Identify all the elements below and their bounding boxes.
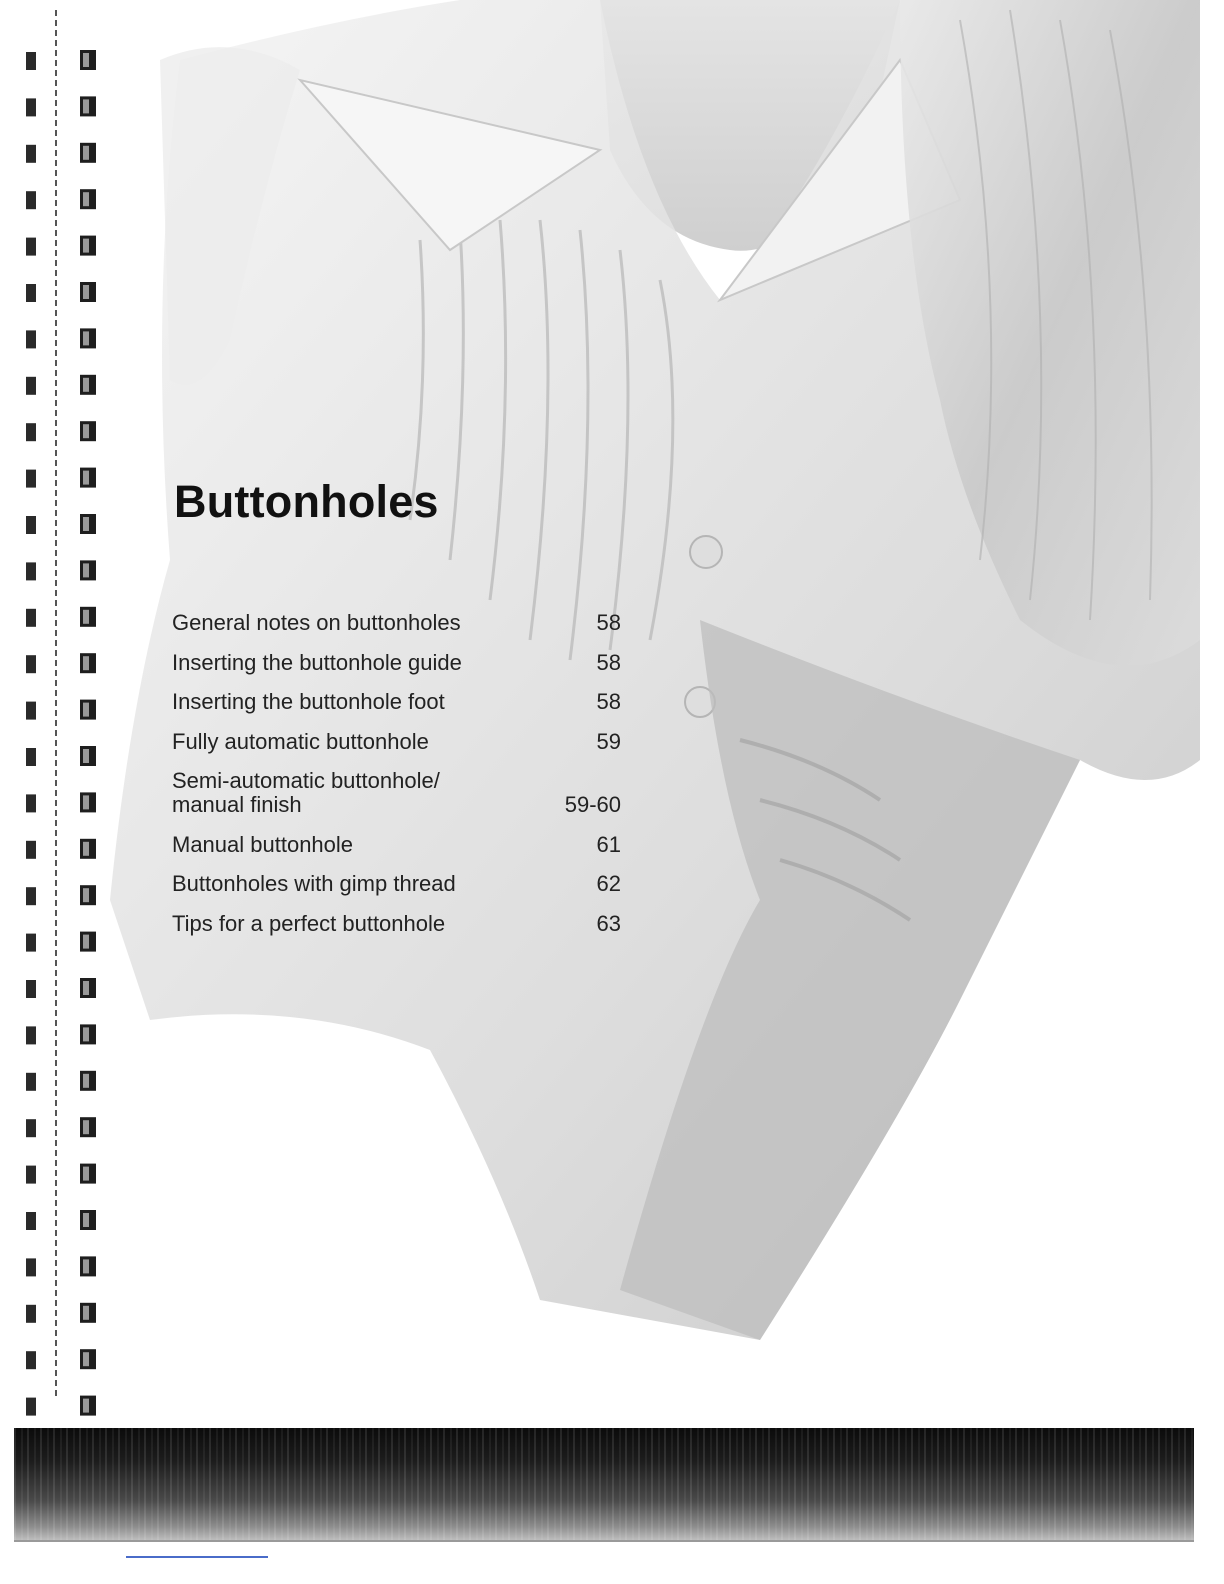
toc-entry-page: 59	[596, 728, 621, 754]
binding-ring-highlight	[83, 1213, 89, 1227]
binding-ring-highlight	[83, 239, 89, 253]
binding-ring-highlight	[83, 331, 89, 345]
toc-entry-page: 63	[596, 910, 621, 936]
toc-entry-label: General notes on buttonholes	[172, 610, 461, 635]
binding-ring-left	[26, 423, 36, 441]
binding-ring-highlight	[83, 471, 89, 485]
binding-ring-left	[26, 1398, 36, 1416]
binding-ring-left	[26, 1119, 36, 1137]
spiral-binding-graphic	[0, 0, 110, 1420]
binding-ring-left	[26, 1026, 36, 1044]
binding-ring-highlight	[83, 378, 89, 392]
toc-entry-label: Inserting the buttonhole guide	[172, 649, 462, 675]
binding-ring-highlight	[83, 1352, 89, 1366]
binding-ring-left	[26, 841, 36, 859]
binding-ring-left	[26, 52, 36, 70]
toc-entry-label: Inserting the buttonhole foot	[172, 689, 445, 714]
binding-ring-highlight	[83, 285, 89, 299]
toc-entry-label: Buttonholes with gimp thread	[172, 871, 456, 896]
toc-entry	[172, 769, 624, 793]
toc-entry-page: 58	[596, 610, 621, 635]
binding-ring-highlight	[83, 610, 89, 624]
table-of-contents	[172, 611, 624, 951]
binding-ring-left	[26, 1166, 36, 1184]
binding-ring-highlight	[83, 1399, 89, 1413]
toc-entry	[172, 730, 624, 754]
binding-ring-highlight	[83, 935, 89, 949]
binding-ring-highlight	[83, 517, 89, 531]
binding-ring-highlight	[83, 1306, 89, 1320]
binding-ring-left	[26, 655, 36, 673]
binding-ring-left	[26, 470, 36, 488]
binding-ring-highlight	[83, 703, 89, 717]
binding-ring-highlight	[83, 1120, 89, 1134]
binding-ring-highlight	[83, 749, 89, 763]
binding-ring-left	[26, 702, 36, 720]
binding-ring-left	[26, 887, 36, 905]
toc-entry-page: 58	[596, 649, 621, 675]
page-title: Buttonholes	[174, 476, 439, 527]
binding-ring-left	[26, 562, 36, 580]
binding-ring-highlight	[83, 1074, 89, 1088]
toc-entry-label: manual finish	[172, 792, 302, 817]
binding-ring-highlight	[83, 795, 89, 809]
footer-divider	[14, 1540, 1194, 1542]
binding-ring-highlight	[83, 146, 89, 160]
binding-ring-highlight	[83, 424, 89, 438]
binding-ring-left	[26, 191, 36, 209]
toc-entry-page: 58	[596, 689, 621, 714]
binding-ring-highlight	[83, 981, 89, 995]
toc-entry	[172, 833, 624, 857]
binding-ring-left	[26, 238, 36, 256]
toc-entry	[172, 690, 624, 714]
binding-ring-highlight	[83, 99, 89, 113]
binding-ring-highlight	[83, 53, 89, 67]
binding-ring-left	[26, 1305, 36, 1323]
binding-ring-left	[26, 1073, 36, 1091]
binding-ring-left	[26, 330, 36, 348]
spiral-binding	[0, 0, 110, 1420]
binding-ring-left	[26, 516, 36, 534]
toc-entry-page: 61	[596, 831, 621, 857]
binding-ring-left	[26, 145, 36, 163]
binding-ring-left	[26, 794, 36, 812]
footer-band	[14, 1428, 1194, 1540]
binding-ring-highlight	[83, 656, 89, 670]
binding-ring-left	[26, 748, 36, 766]
toc-entry	[172, 611, 624, 635]
binding-ring-highlight	[83, 842, 89, 856]
toc-entry-label: Manual buttonhole	[172, 831, 354, 857]
binding-ring-highlight	[83, 563, 89, 577]
binding-ring-highlight	[83, 1167, 89, 1181]
binding-ring-highlight	[83, 1027, 89, 1041]
binding-ring-left	[26, 980, 36, 998]
binding-ring-left	[26, 1351, 36, 1369]
binding-ring-highlight	[83, 1259, 89, 1273]
toc-entry	[172, 912, 624, 936]
binding-ring-highlight	[83, 888, 89, 902]
binding-ring-left	[26, 609, 36, 627]
binding-ring-highlight	[83, 192, 89, 206]
toc-entry-label: Tips for a perfect buttonhole	[172, 910, 446, 936]
toc-entry-page: 62	[596, 871, 621, 896]
toc-entry	[172, 651, 624, 675]
binding-ring-left	[26, 98, 36, 116]
toc-entry	[172, 872, 624, 896]
toc-entry-label: Fully automatic buttonhole	[172, 728, 429, 754]
footer-link-underline	[126, 1556, 268, 1558]
toc-entry	[172, 793, 624, 817]
binding-ring-left	[26, 1258, 36, 1276]
binding-ring-left	[26, 934, 36, 952]
toc-entry-page: 59-60	[564, 792, 621, 817]
binding-ring-left	[26, 1212, 36, 1230]
binding-ring-left	[26, 377, 36, 395]
binding-ring-left	[26, 284, 36, 302]
toc-entry-label: Semi-automatic buttonhole/	[172, 768, 440, 793]
